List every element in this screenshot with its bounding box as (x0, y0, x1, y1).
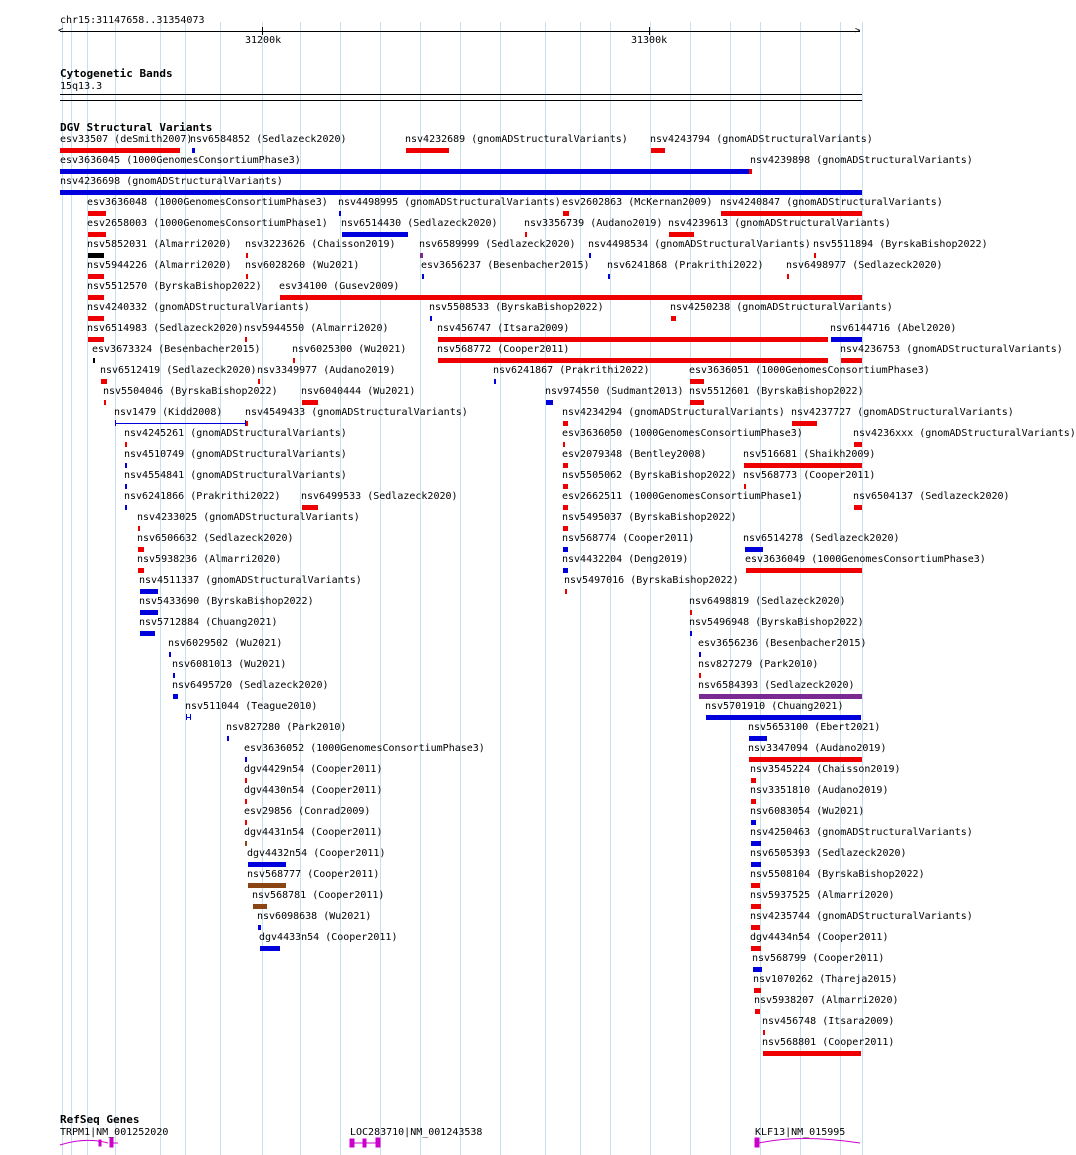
dgv-label-nsv4432204[interactable]: nsv4432204 (Deng2019) (562, 554, 689, 565)
dgv-label-nsv6098638[interactable]: nsv6098638 (Wu2021) (257, 911, 372, 922)
dgv-label-esv3636045[interactable]: esv3636045 (1000GenomesConsortiumPhase3) (60, 155, 301, 166)
dgv-label-nsv6504137[interactable]: nsv6504137 (Sedlazeck2020) (853, 491, 1010, 502)
dgv-label-nsv6499533[interactable]: nsv6499533 (Sedlazeck2020) (301, 491, 458, 502)
dgv-label-nsv827279[interactable]: nsv827279 (Park2010) (698, 659, 819, 670)
dgv-label-nsv5511894[interactable]: nsv5511894 (ByrskaBishop2022) (813, 239, 988, 250)
ruler-left-arrow-icon[interactable]: < (58, 26, 64, 36)
dgv-label-nsv4549433[interactable]: nsv4549433 (gnomADStructuralVariants) (245, 407, 468, 418)
ruler-right-arrow-icon[interactable]: > (855, 26, 861, 36)
dgv-label-nsv5944550[interactable]: nsv5944550 (Almarri2020) (244, 323, 389, 334)
dgv-label-dgv4429n54[interactable]: dgv4429n54 (Cooper2011) (244, 764, 383, 775)
dgv-label-nsv5496948[interactable]: nsv5496948 (ByrskaBishop2022) (689, 617, 864, 628)
dgv-label-nsv5701910[interactable]: nsv5701910 (Chuang2021) (705, 701, 844, 712)
dgv-label-nsv3223626[interactable]: nsv3223626 (Chaisson2019) (245, 239, 396, 250)
dgv-label-esv2602863[interactable]: esv2602863 (McKernan2009) (562, 197, 713, 208)
dgv-label-esv33507[interactable]: esv33507 (deSmith2007) (60, 134, 193, 145)
dgv-label-nsv5495037[interactable]: nsv5495037 (ByrskaBishop2022) (562, 512, 737, 523)
dgv-label-nsv5852031[interactable]: nsv5852031 (Almarri2020) (87, 239, 232, 250)
dgv-label-nsv6241867[interactable]: nsv6241867 (Prakrithi2022) (493, 365, 650, 376)
dgv-label-esv3673324[interactable]: esv3673324 (Besenbacher2015) (92, 344, 261, 355)
dgv-label-nsv4236xxx[interactable]: nsv4236xxx (gnomADStructuralVariants) (853, 428, 1076, 439)
dgv-label-nsv5938207[interactable]: nsv5938207 (Almarri2020) (754, 995, 899, 1006)
dgv-label-nsv5504046[interactable]: nsv5504046 (ByrskaBishop2022) (103, 386, 278, 397)
gene-model-trpm1 (60, 1138, 118, 1147)
cytoband-track-title: Cytogenetic Bands (60, 67, 173, 80)
dgv-label-nsv5508104[interactable]: nsv5508104 (ByrskaBishop2022) (750, 869, 925, 880)
dgv-label-nsv6144716[interactable]: nsv6144716 (Abel2020) (830, 323, 957, 334)
dgv-label-nsv6505393[interactable]: nsv6505393 (Sedlazeck2020) (750, 848, 907, 859)
dgv-label-nsv5508533[interactable]: nsv5508533 (ByrskaBishop2022) (429, 302, 604, 313)
dgv-label-dgv4432n54[interactable]: dgv4432n54 (Cooper2011) (247, 848, 386, 859)
dgv-label-nsv6241866[interactable]: nsv6241866 (Prakrithi2022) (124, 491, 281, 502)
ruler-location: chr15:31147658..31354073 (60, 15, 205, 26)
dgv-label-nsv6495720[interactable]: nsv6495720 (Sedlazeck2020) (172, 680, 329, 691)
dgv-label-nsv4240847[interactable]: nsv4240847 (gnomADStructuralVariants) (720, 197, 943, 208)
dgv-label-nsv6081013[interactable]: nsv6081013 (Wu2021) (172, 659, 287, 670)
dgv-label-nsv4232689[interactable]: nsv4232689 (gnomADStructuralVariants) (405, 134, 628, 145)
dgv-label-esv3636048[interactable]: esv3636048 (1000GenomesConsortiumPhase3) (87, 197, 328, 208)
dgv-label-nsv3545224[interactable]: nsv3545224 (Chaisson2019) (750, 764, 901, 775)
dgv-label-nsv568773[interactable]: nsv568773 (Cooper2011) (743, 470, 876, 481)
dgv-label-nsv1479[interactable]: nsv1479 (Kidd2008) (114, 407, 223, 418)
dgv-label-nsv4237727[interactable]: nsv4237727 (gnomADStructuralVariants) (791, 407, 1014, 418)
dgv-label-nsv456747[interactable]: nsv456747 (Itsara2009) (437, 323, 570, 334)
refseq-track-title: RefSeq Genes (60, 1113, 140, 1126)
dgv-label-esv3636049[interactable]: esv3636049 (1000GenomesConsortiumPhase3) (745, 554, 986, 565)
dgv-label-esv3636052[interactable]: esv3636052 (1000GenomesConsortiumPhase3) (244, 743, 485, 754)
dgv-label-nsv6506632[interactable]: nsv6506632 (Sedlazeck2020) (137, 533, 294, 544)
dgv-label-nsv6498977[interactable]: nsv6498977 (Sedlazeck2020) (786, 260, 943, 271)
dgv-label-esv29856[interactable]: esv29856 (Conrad2009) (244, 806, 371, 817)
dgv-label-nsv827280[interactable]: nsv827280 (Park2010) (226, 722, 347, 733)
dgv-label-nsv6040444[interactable]: nsv6040444 (Wu2021) (301, 386, 416, 397)
dgv-label-nsv4498995[interactable]: nsv4498995 (gnomADStructuralVariants) (338, 197, 561, 208)
dgv-label-nsv4234294[interactable]: nsv4234294 (gnomADStructuralVariants) (562, 407, 785, 418)
dgv-label-dgv4434n54[interactable]: dgv4434n54 (Cooper2011) (750, 932, 889, 943)
dgv-label-nsv6514983[interactable]: nsv6514983 (Sedlazeck2020) (87, 323, 244, 334)
dgv-label-nsv1070262[interactable]: nsv1070262 (Thareja2015) (753, 974, 898, 985)
dgv-label-nsv568777[interactable]: nsv568777 (Cooper2011) (247, 869, 380, 880)
dgv-label-nsv6083054[interactable]: nsv6083054 (Wu2021) (750, 806, 865, 817)
dgv-label-nsv5505062[interactable]: nsv5505062 (ByrskaBishop2022) (562, 470, 737, 481)
dgv-label-nsv4240332[interactable]: nsv4240332 (gnomADStructuralVariants) (87, 302, 310, 313)
dgv-label-nsv5512601[interactable]: nsv5512601 (ByrskaBishop2022) (689, 386, 864, 397)
dgv-label-nsv4511337[interactable]: nsv4511337 (gnomADStructuralVariants) (139, 575, 362, 586)
dgv-label-nsv568799[interactable]: nsv568799 (Cooper2011) (752, 953, 885, 964)
gene-model-klf13 (755, 1138, 860, 1147)
dgv-label-nsv5512570[interactable]: nsv5512570 (ByrskaBishop2022) (87, 281, 262, 292)
dgv-label-nsv5433690[interactable]: nsv5433690 (ByrskaBishop2022) (139, 596, 314, 607)
dgv-label-nsv6025300[interactable]: nsv6025300 (Wu2021) (292, 344, 407, 355)
dgv-label-nsv568781[interactable]: nsv568781 (Cooper2011) (252, 890, 385, 901)
dgv-label-nsv4233025[interactable]: nsv4233025 (gnomADStructuralVariants) (137, 512, 360, 523)
dgv-label-nsv3347094[interactable]: nsv3347094 (Audano2019) (748, 743, 887, 754)
dgv-label-nsv4236753[interactable]: nsv4236753 (gnomADStructuralVariants) (840, 344, 1063, 355)
dgv-label-nsv6514430[interactable]: nsv6514430 (Sedlazeck2020) (341, 218, 498, 229)
dgv-label-nsv4239613[interactable]: nsv4239613 (gnomADStructuralVariants) (668, 218, 891, 229)
dgv-label-nsv4236698[interactable]: nsv4236698 (gnomADStructuralVariants) (60, 176, 283, 187)
dgv-label-nsv456748[interactable]: nsv456748 (Itsara2009) (762, 1016, 895, 1027)
dgv-label-nsv6512419[interactable]: nsv6512419 (Sedlazeck2020) (100, 365, 257, 376)
ruler-tick-label: 31300k (631, 35, 668, 46)
dgv-label-nsv511044[interactable]: nsv511044 (Teague2010) (185, 701, 318, 712)
dgv-label-nsv6584393[interactable]: nsv6584393 (Sedlazeck2020) (698, 680, 855, 691)
gene-label-klf13[interactable]: KLF13|NM_015995 (755, 1127, 846, 1138)
dgv-label-nsv5497016[interactable]: nsv5497016 (ByrskaBishop2022) (564, 575, 739, 586)
dgv-label-esv3636051[interactable]: esv3636051 (1000GenomesConsortiumPhase3) (689, 365, 930, 376)
dgv-label-dgv4430n54[interactable]: dgv4430n54 (Cooper2011) (244, 785, 383, 796)
dgv-label-nsv568774[interactable]: nsv568774 (Cooper2011) (562, 533, 695, 544)
dgv-label-esv3656236[interactable]: esv3656236 (Besenbacher2015) (698, 638, 867, 649)
dgv-label-nsv6514278[interactable]: nsv6514278 (Sedlazeck2020) (743, 533, 900, 544)
dgv-label-nsv4250463[interactable]: nsv4250463 (gnomADStructuralVariants) (750, 827, 973, 838)
dgv-label-nsv4239898[interactable]: nsv4239898 (gnomADStructuralVariants) (750, 155, 973, 166)
gene-label-loc283710[interactable]: LOC283710|NM_001243538 (350, 1127, 483, 1138)
dgv-label-esv3636050[interactable]: esv3636050 (1000GenomesConsortiumPhase3) (562, 428, 803, 439)
dgv-label-nsv568772[interactable]: nsv568772 (Cooper2011) (437, 344, 570, 355)
dgv-label-nsv4243794[interactable]: nsv4243794 (gnomADStructuralVariants) (650, 134, 873, 145)
dgv-label-esv2662511[interactable]: esv2662511 (1000GenomesConsortiumPhase1) (562, 491, 803, 502)
gene-label-trpm1[interactable]: TRPM1|NM_001252020 (60, 1127, 169, 1138)
dgv-label-esv2658003[interactable]: esv2658003 (1000GenomesConsortiumPhase1) (87, 218, 328, 229)
dgv-label-esv34100[interactable]: esv34100 (Gusev2009) (279, 281, 400, 292)
dgv-label-nsv4498534[interactable]: nsv4498534 (gnomADStructuralVariants) (588, 239, 811, 250)
dgv-label-nsv4235744[interactable]: nsv4235744 (gnomADStructuralVariants) (750, 911, 973, 922)
ruler-tick-label: 31200k (245, 35, 282, 46)
dgv-label-nsv4554841[interactable]: nsv4554841 (gnomADStructuralVariants) (124, 470, 347, 481)
dgv-label-nsv974550[interactable]: nsv974550 (Sudmant2013) (545, 386, 684, 397)
dgv-label-nsv3349977[interactable]: nsv3349977 (Audano2019) (257, 365, 396, 376)
dgv-label-nsv6241868[interactable]: nsv6241868 (Prakrithi2022) (607, 260, 764, 271)
dgv-label-dgv4433n54[interactable]: dgv4433n54 (Cooper2011) (259, 932, 398, 943)
dgv-label-nsv3356739[interactable]: nsv3356739 (Audano2019) (524, 218, 663, 229)
dgv-label-nsv6498819[interactable]: nsv6498819 (Sedlazeck2020) (689, 596, 846, 607)
dgv-label-dgv4431n54[interactable]: dgv4431n54 (Cooper2011) (244, 827, 383, 838)
dgv-label-nsv6029502[interactable]: nsv6029502 (Wu2021) (168, 638, 283, 649)
dgv-label-nsv6589999[interactable]: nsv6589999 (Sedlazeck2020) (419, 239, 576, 250)
dgv-label-nsv4245261[interactable]: nsv4245261 (gnomADStructuralVariants) (124, 428, 347, 439)
dgv-label-nsv5653100[interactable]: nsv5653100 (Ebert2021) (748, 722, 881, 733)
dgv-label-nsv4510749[interactable]: nsv4510749 (gnomADStructuralVariants) (124, 449, 347, 460)
dgv-label-nsv5938236[interactable]: nsv5938236 (Almarri2020) (137, 554, 282, 565)
dgv-label-nsv568801[interactable]: nsv568801 (Cooper2011) (762, 1037, 895, 1048)
dgv-label-nsv6584852[interactable]: nsv6584852 (Sedlazeck2020) (190, 134, 347, 145)
dgv-track-title: DGV Structural Variants (60, 121, 213, 134)
gene-model-loc283710 (350, 1138, 380, 1147)
dgv-label-nsv4250238[interactable]: nsv4250238 (gnomADStructuralVariants) (670, 302, 893, 313)
dgv-label-esv2079348[interactable]: esv2079348 (Bentley2008) (562, 449, 707, 460)
dgv-label-nsv6028260[interactable]: nsv6028260 (Wu2021) (245, 260, 360, 271)
dgv-label-nsv5937525[interactable]: nsv5937525 (Almarri2020) (750, 890, 895, 901)
dgv-label-nsv3351810[interactable]: nsv3351810 (Audano2019) (750, 785, 889, 796)
dgv-label-nsv5712884[interactable]: nsv5712884 (Chuang2021) (139, 617, 278, 628)
cytoband-label: 15q13.3 (60, 81, 103, 92)
dgv-label-esv3656237[interactable]: esv3656237 (Besenbacher2015) (421, 260, 590, 271)
dgv-label-nsv516681[interactable]: nsv516681 (Shaikh2009) (743, 449, 876, 460)
dgv-label-nsv5944226[interactable]: nsv5944226 (Almarri2020) (87, 260, 232, 271)
